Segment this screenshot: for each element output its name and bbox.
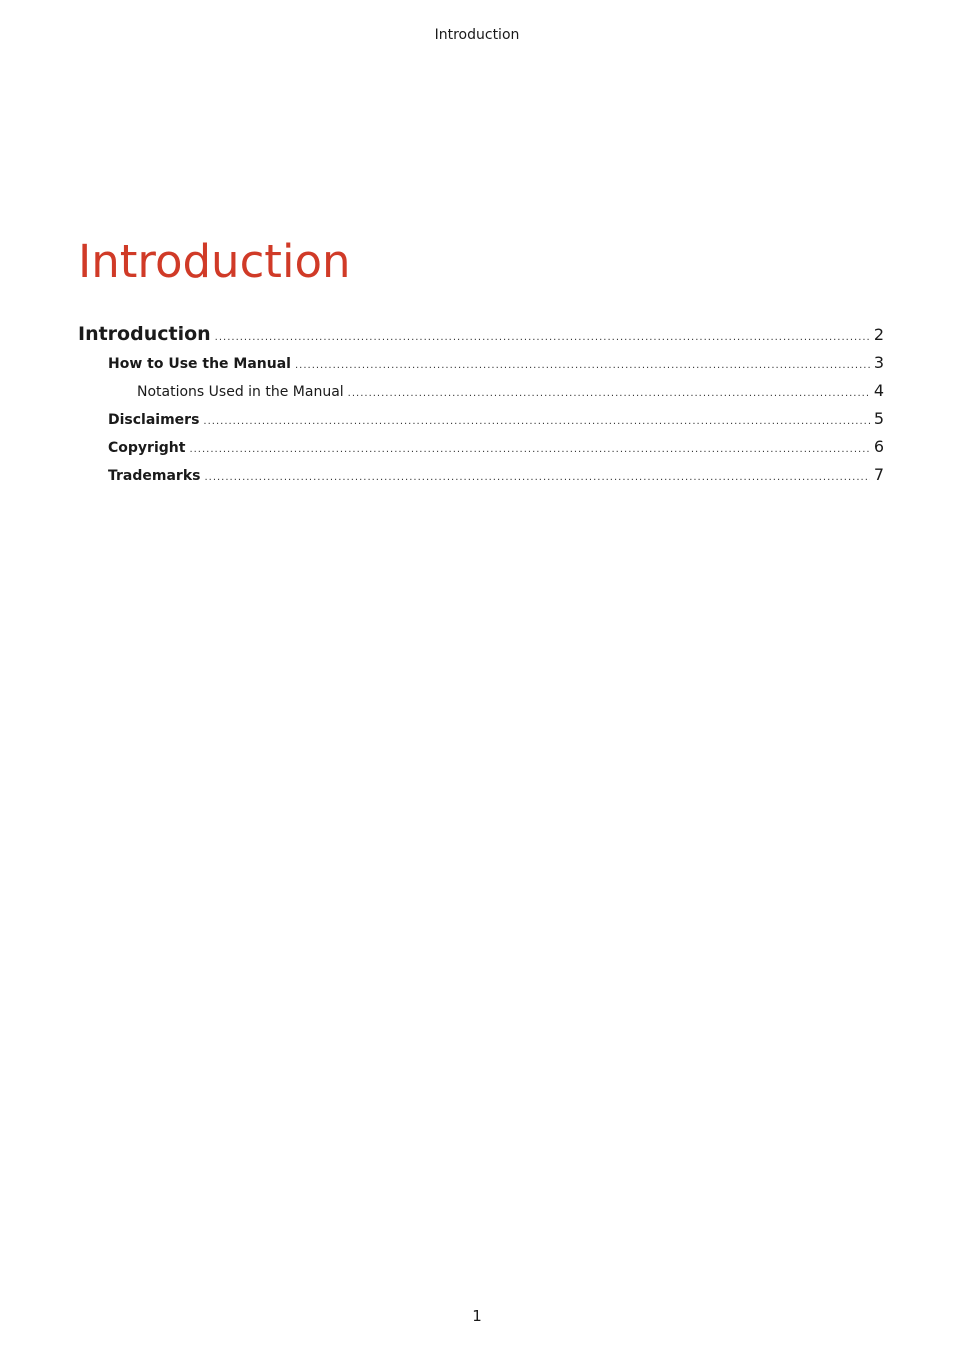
toc-leader-dots <box>204 468 869 488</box>
page-number: 1 <box>472 1307 482 1325</box>
toc-leader-dots <box>295 356 870 376</box>
toc-entry-page: 5 <box>873 409 884 428</box>
toc-leader-dots <box>348 384 870 404</box>
toc-entry-how-to-use[interactable] <box>108 353 884 376</box>
toc-entry-introduction[interactable] <box>78 321 884 351</box>
toc-entry-notations[interactable] <box>137 381 884 404</box>
toc-entry-page: 6 <box>873 437 884 456</box>
toc-entry-page: 3 <box>873 353 884 372</box>
running-header: Introduction <box>434 27 520 43</box>
toc-entry-label: Trademarks <box>108 468 201 484</box>
toc-entry-label: Notations Used in the Manual <box>137 384 344 400</box>
toc-entry-page: 4 <box>873 381 884 400</box>
toc-leader-dots <box>203 412 869 432</box>
page-title: Introduction <box>78 235 351 288</box>
toc-entry-page: 7 <box>873 465 884 484</box>
toc-leader-dots <box>189 440 869 460</box>
toc-entry-page: 2 <box>873 325 884 344</box>
toc-entry-label: How to Use the Manual <box>108 356 291 372</box>
toc-entry-disclaimers[interactable] <box>108 409 884 432</box>
toc-entry-copyright[interactable] <box>108 437 884 460</box>
toc-entry-label: Introduction <box>78 323 211 345</box>
toc-entry-label: Copyright <box>108 440 186 456</box>
toc-leader-dots <box>215 325 870 351</box>
toc-entry-label: Disclaimers <box>108 412 200 428</box>
toc-entry-trademarks[interactable] <box>108 465 884 488</box>
